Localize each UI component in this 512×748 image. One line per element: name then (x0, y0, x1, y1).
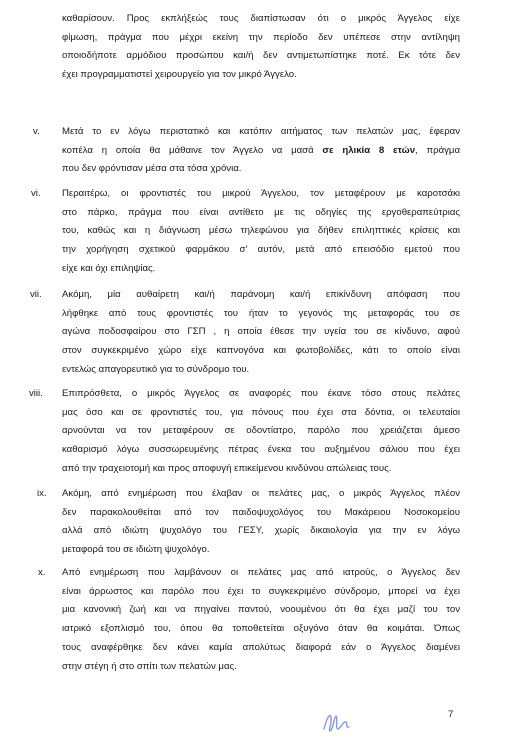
text-line: μια κανονική ζωή και να πηγαίνει παντού, νοουμένου ότι θα έχει μαζί του τον (62, 604, 460, 616)
signature-initials (318, 707, 354, 737)
text-line: στον συγκεκριμένο χώρο είχε καπνογόνα και φωτοβολίδες, κάτι το οποίο είναι (62, 345, 460, 357)
item-text (62, 286, 460, 380)
text-line: τους αναφέρθηκε δεν κάνει καμία απολύτως διαφορά εάν ο Άγγελος διαμένει (62, 641, 460, 653)
item-number: vi. (31, 188, 41, 199)
text-segment: , πράγμα (415, 144, 460, 156)
text-line: στο πάρκο, πράγμα που είναι αντίθετο με τις οδηγίες της εργοθεραπεύτριας (62, 206, 460, 218)
item-number: vii. (30, 289, 42, 300)
item-text (62, 485, 460, 560)
text-line: οποιοδήποτε αρμόδιου προσώπου και/ή δεν αντιμετωπίστηκε ποτέ. Εκ τότε δεν (62, 50, 460, 62)
text-line: καθαρισμό λόγω συσσωρευμένης πέτρας ένεκα του αυξημένου σάλιου που έχει (62, 444, 460, 456)
text-line: Περαιτέρω, οι φροντιστές του μικρού Άγγελου, τον μεταφέρουν με καροτσάκι (62, 188, 460, 199)
text-line: Μετά το εν λόγω περιστατικό και κατόπιν αιτήματος των πελατών μας, έφεραν (62, 126, 460, 137)
item-text (62, 123, 460, 179)
text-line: Ακόμη, από ενημέρωση που έλαβαν οι πελάτες μας, ο μικρός Άγγελος πλέον (62, 488, 460, 499)
text-line: αγώνα ποδοσφαίρου στο ΓΣΠ , η οποία έθεσε την υγεία του σε κίνδυνο, αφού (62, 326, 460, 338)
text-line (62, 142, 460, 161)
item-text (62, 185, 460, 279)
text-line: έχει προγραμματιστεί χειρουργείο για τον μικρό Άγγελο. (62, 69, 297, 81)
intro-paragraph (62, 10, 460, 85)
item-text (62, 564, 460, 676)
text-line: την χορήγηση σχετικού φαρμάκου σ' αυτόν, μετά από επεισόδιο εμετού που (62, 244, 460, 256)
item-number: ix. (37, 488, 47, 499)
text-line: δεν παρακολουθείται από τον παιδοψυχολόγος του Μακάρειου Νοσοκομείου (62, 506, 460, 518)
text-line: ιατρικό εξοπλισμό του, όπου θα τοποθετείται οξυγόνο όταν θα κοιμάται. Όπως (62, 623, 460, 635)
page-number: 7 (448, 709, 454, 720)
text-line: που δεν φρόντισαν μέσα στα τόσα χρόνια. (62, 163, 242, 175)
item-number: x. (38, 567, 46, 578)
bold-age-text: σε ηλικία 8 ετών (322, 144, 416, 156)
text-line: αρνούνται να τον μεταφέρουν σε οδοντίατρο, παρόλο που χρειάζεται άμεσο (62, 425, 460, 437)
text-line: αλλά από ιδιώτη ψυχολόγο του ΓΕΣΥ, χωρίς δικαιολογία για την εν λόγω (62, 525, 460, 537)
text-line: φίμωση, πράγμα που μέχρι εκείνη την περίοδο δεν υπέπεσε στην αντίληψη (62, 31, 460, 43)
text-line: λήφθηκε από τους φροντιστές του ήταν το γεγονός της μεταφοράς του σε (62, 307, 460, 319)
text-segment: κοπέλα η οποία θα μάθαινε τον Άγγελο να μασά (62, 144, 323, 156)
text-line: εντελώς απαγορευτικό για το σύνδρομο του. (62, 363, 250, 375)
text-line: του, καθώς και η διάγνωση μέσω τηλεφώνου για δήθεν επιληπτικές κρίσεις και (62, 225, 460, 237)
text-line: από την τραχειοτομή και προς αποφυγή επικείμενου κινδύνου απώλειας τους. (62, 462, 392, 474)
text-line: καθαρίσουν. Προς εκπλήξεώς τους διαπίστωσαν ότι ο μικρός Άγγελος είχε (62, 13, 460, 24)
text-line: είχε και όχι επιληψίας. (62, 262, 156, 274)
text-line: Ακόμη, μία αυθαίρετη και/ή παράνομη και/ή επικίνδυνη απόφαση που (62, 289, 460, 300)
text-line: Επιπρόσθετα, ο μικρός Άγγελος σε αναφορές που έκανε τόσο στους πελάτες (62, 388, 460, 399)
item-number: v. (33, 126, 40, 137)
text-line: μεταφορά του σε ιδιώτη ψυχολόγο. (62, 544, 210, 556)
text-line: μας όσο και σε φροντιστές του, για πόνους που έχει στα δόντια, οι τελευταίοι (62, 406, 460, 418)
text-line: στην στέγη ή στο σπίτι των πελατών μας. (62, 660, 237, 672)
text-line: είναι άρρωστος και παρόλο που έχει το συγκεκριμένο σύνδρομο, μπορεί να έχει (62, 585, 460, 597)
text-line: Από ενημέρωση που λαμβάνουν οι πελάτες μας από ιατρούς, ο Άγγελος δεν (62, 567, 460, 578)
item-text (62, 385, 460, 479)
item-number: viii. (29, 388, 43, 399)
